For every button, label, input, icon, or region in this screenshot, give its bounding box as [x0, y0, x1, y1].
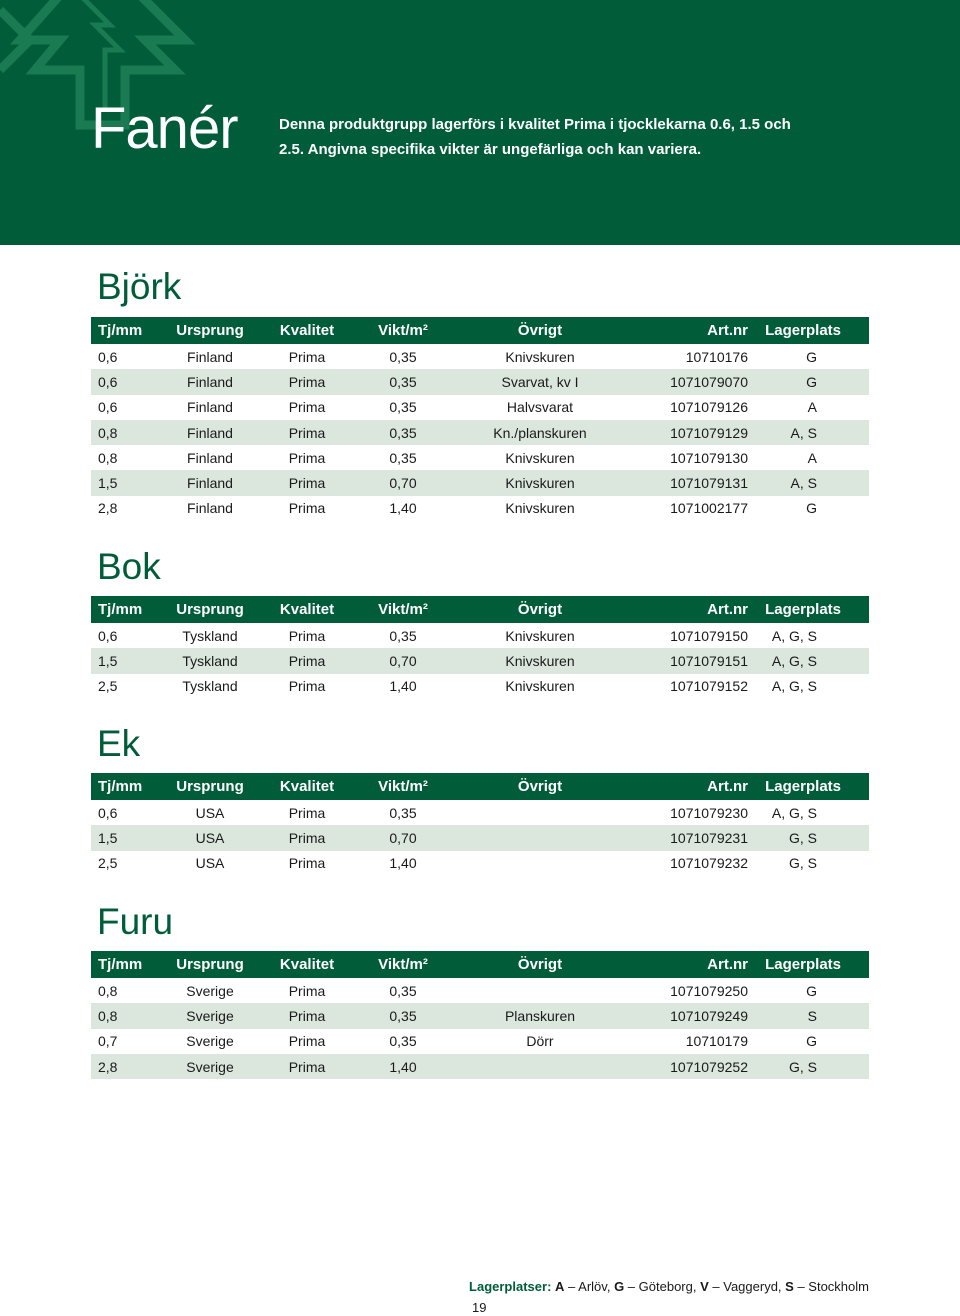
table-row: [91, 851, 869, 876]
table-cell: 0,35: [389, 348, 417, 365]
table-cell: Prima: [255, 1054, 359, 1079]
table-row: [91, 825, 869, 850]
table-cell: 0,8: [91, 420, 165, 445]
table-cell: 1,5: [91, 470, 165, 495]
table-cell: Prima: [288, 855, 326, 872]
table-cell: 1071079126: [670, 399, 748, 416]
header-banner: [0, 0, 960, 245]
table-cell: Knivskuren: [505, 500, 575, 517]
table-cell: 0,6: [91, 369, 165, 394]
legend-place: Vaggeryd: [723, 1279, 778, 1294]
table-cell: 2,8: [91, 1054, 165, 1079]
table-cell: G: [806, 348, 817, 365]
table-cell: G: [806, 500, 817, 517]
page-title: Fanér: [91, 96, 238, 161]
table-cell: 1,5: [91, 648, 165, 673]
table-cell: 1,40: [389, 500, 417, 517]
table-cell: 0,35: [389, 399, 417, 416]
storage-legend: Lagerplatser: A – Arlöv, G – Göteborg, V – Vaggeryd, S – Stockholm: [469, 1279, 869, 1294]
table-cell: Prima: [288, 1033, 326, 1050]
column-header: Övrigt: [447, 596, 633, 623]
table-cell: Knivskuren: [505, 348, 575, 365]
section-heading-ek: Ek: [97, 723, 141, 764]
table-cell: 0,35: [359, 420, 447, 445]
table-cell: Knivskuren: [505, 627, 575, 644]
table-cell: 0,35: [389, 627, 417, 644]
table-cell: 0,35: [389, 804, 417, 821]
table-cell: 0,8: [98, 449, 118, 466]
table-cell: 1071079131: [633, 470, 762, 495]
section-heading-bjork: Björk: [97, 266, 182, 307]
table-cell: Dörr: [526, 1033, 554, 1050]
table-cell: 0,6: [98, 627, 118, 644]
table-cell: 1,40: [359, 1054, 447, 1079]
column-header: Övrigt: [447, 317, 633, 344]
table-cell: Sverige: [165, 1003, 255, 1028]
column-header: Tj/mm: [91, 317, 165, 344]
table-cell: G: [762, 369, 869, 394]
table-header-row: [91, 317, 869, 344]
table-cell: Finland: [165, 420, 255, 445]
table-cell: 0,6: [98, 348, 118, 365]
legend-code: S: [785, 1279, 794, 1294]
table-cell: 0,35: [389, 982, 417, 999]
table-cell: Sverige: [186, 1033, 234, 1050]
table-cell: A: [807, 449, 817, 466]
table-cell: 0,8: [98, 982, 118, 999]
table-cell: 1071079152: [670, 678, 748, 695]
table-bok: [91, 596, 869, 699]
column-header: Art.nr: [633, 773, 762, 800]
table-row: [91, 648, 869, 673]
table-cell: 1071079230: [670, 804, 748, 821]
table-cell: Prima: [255, 648, 359, 673]
table-cell: A, G, S: [771, 678, 817, 695]
table-cell: 0,8: [91, 1003, 165, 1028]
column-header: Lagerplats: [762, 951, 869, 978]
table-cell: Sverige: [186, 982, 234, 999]
table-cell: 1071079232: [670, 855, 748, 872]
table-cell: Svarvat, kv I: [447, 369, 633, 394]
table-cell: 0,7: [98, 1033, 118, 1050]
table-cell: Prima: [288, 449, 326, 466]
column-header: Vikt/m²: [359, 317, 447, 344]
column-header: Art.nr: [633, 951, 762, 978]
column-header: Vikt/m²: [359, 773, 447, 800]
column-header: Tj/mm: [91, 951, 165, 978]
table-cell: Finland: [187, 449, 233, 466]
column-header: Vikt/m²: [359, 951, 447, 978]
table-cell: Finland: [165, 369, 255, 394]
table-cell: USA: [195, 855, 225, 872]
table-cell: Kn./planskuren: [447, 420, 633, 445]
table-cell: Prima: [288, 500, 326, 517]
table-row: [91, 800, 869, 825]
table-header-row: [91, 773, 869, 800]
legend-place: Stockholm: [808, 1279, 869, 1294]
table-cell: Tyskland: [182, 627, 238, 644]
table-cell: Prima: [288, 399, 326, 416]
table-cell: Prima: [288, 348, 326, 365]
table-row: [91, 978, 869, 1003]
table-cell: 2,5: [98, 678, 118, 695]
table-row: [91, 1029, 869, 1054]
table-cell: 10710179: [685, 1033, 748, 1050]
column-header: Tj/mm: [91, 773, 165, 800]
table-cell: Knivskuren: [505, 678, 575, 695]
table-cell: Prima: [255, 420, 359, 445]
table-cell: Planskuren: [447, 1003, 633, 1028]
table-header-row: [91, 596, 869, 623]
column-header: Övrigt: [447, 773, 633, 800]
table-row: [91, 1003, 869, 1028]
table-cell: 1071079129: [633, 420, 762, 445]
table-cell: 1071079252: [633, 1054, 762, 1079]
table-cell: 0,70: [359, 470, 447, 495]
table-cell: G: [806, 982, 817, 999]
table-cell: Halvsvarat: [506, 399, 574, 416]
legend-code: V: [700, 1279, 709, 1294]
table-cell: 0,35: [389, 449, 417, 466]
table-cell: A, S: [762, 420, 869, 445]
table-cell: Finland: [187, 399, 233, 416]
table-cell: A, G, S: [771, 627, 817, 644]
table-cell: G, S: [762, 825, 869, 850]
page-number: 19: [472, 1300, 487, 1315]
column-header: Kvalitet: [255, 317, 359, 344]
table-row: [91, 344, 869, 369]
table-furu: [91, 951, 869, 1079]
table-cell: 2,8: [98, 500, 118, 517]
table-cell: Prima: [288, 627, 326, 644]
legend-place: Arlöv: [578, 1279, 607, 1294]
column-header: Övrigt: [447, 951, 633, 978]
column-header: Art.nr: [633, 317, 762, 344]
table-cell: Finland: [187, 348, 233, 365]
table-cell: 0,35: [389, 1033, 417, 1050]
table-cell: Knivskuren: [505, 449, 575, 466]
table-row: [91, 369, 869, 394]
column-header: Kvalitet: [255, 773, 359, 800]
table-cell: 1071079150: [670, 627, 748, 644]
table-bjork: [91, 317, 869, 521]
table-row: [91, 395, 869, 420]
column-header: Kvalitet: [255, 951, 359, 978]
column-header: Ursprung: [165, 596, 255, 623]
column-header: Ursprung: [165, 317, 255, 344]
table-row: [91, 674, 869, 699]
table-cell: 1071079130: [670, 449, 748, 466]
column-header: Lagerplats: [762, 317, 869, 344]
table-cell: 0,35: [359, 369, 447, 394]
table-cell: 0,35: [359, 1003, 447, 1028]
table-cell: 1071079249: [633, 1003, 762, 1028]
table-cell: 1,5: [91, 825, 165, 850]
table-row: [91, 1054, 869, 1079]
table-cell: Prima: [255, 825, 359, 850]
table-row: [91, 496, 869, 521]
table-cell: USA: [195, 804, 225, 821]
table-row: [91, 470, 869, 495]
table-cell: Finland: [165, 470, 255, 495]
table-cell: 0,6: [98, 804, 118, 821]
table-row: [91, 623, 869, 648]
table-cell: 10710176: [685, 348, 748, 365]
table-cell: G, S: [788, 855, 817, 872]
column-header: Vikt/m²: [359, 596, 447, 623]
legend-label: Lagerplatser:: [469, 1279, 552, 1294]
table-cell: Prima: [288, 678, 326, 695]
table-cell: 1,40: [389, 855, 417, 872]
table-cell: 0,70: [359, 648, 447, 673]
table-cell: 0,6: [98, 399, 118, 416]
table-row: [91, 420, 869, 445]
table-cell: Knivskuren: [447, 470, 633, 495]
intro-text: Denna produktgrupp lagerförs i kvalitet Prima i tjocklekarna 0.6, 1.5 och 2.5. Angivna specifika vikter är ungefärliga och kan variera.: [279, 116, 791, 158]
table-cell: Knivskuren: [447, 648, 633, 673]
table-cell: 1071079151: [633, 648, 762, 673]
table-cell: 1071079231: [633, 825, 762, 850]
table-cell: Tyskland: [182, 678, 238, 695]
table-cell: 2,5: [98, 855, 118, 872]
table-cell: Prima: [288, 804, 326, 821]
table-cell: A, S: [762, 470, 869, 495]
table-header-row: [91, 951, 869, 978]
table-cell: G: [806, 1033, 817, 1050]
column-header: Lagerplats: [762, 773, 869, 800]
column-header: Kvalitet: [255, 596, 359, 623]
legend-code: A: [555, 1279, 565, 1294]
table-cell: [447, 851, 633, 876]
table-cell: Prima: [288, 982, 326, 999]
column-header: Tj/mm: [91, 596, 165, 623]
column-header: Art.nr: [633, 596, 762, 623]
table-ek: [91, 773, 869, 876]
table-cell: 1071002177: [670, 500, 748, 517]
table-cell: 1071079070: [633, 369, 762, 394]
table-cell: [447, 800, 633, 825]
table-cell: Tyskland: [165, 648, 255, 673]
table-cell: 1,40: [389, 678, 417, 695]
table-cell: S: [762, 1003, 869, 1028]
table-cell: USA: [165, 825, 255, 850]
column-header: Ursprung: [165, 951, 255, 978]
column-header: Ursprung: [165, 773, 255, 800]
table-cell: 0,70: [359, 825, 447, 850]
legend-place: Göteborg: [638, 1279, 693, 1294]
table-cell: Sverige: [165, 1054, 255, 1079]
table-cell: A: [807, 399, 817, 416]
table-cell: A, G, S: [771, 804, 817, 821]
table-cell: Prima: [255, 369, 359, 394]
table-cell: Finland: [187, 500, 233, 517]
table-cell: A, G, S: [762, 648, 869, 673]
column-header: Lagerplats: [762, 596, 869, 623]
table-cell: [447, 978, 633, 1003]
legend-code: G: [614, 1279, 625, 1294]
table-cell: Prima: [255, 1003, 359, 1028]
table-cell: G, S: [762, 1054, 869, 1079]
section-heading-bok: Bok: [97, 546, 161, 587]
table-cell: [447, 825, 633, 850]
table-cell: 1071079250: [670, 982, 748, 999]
table-row: [91, 445, 869, 470]
table-cell: [447, 1054, 633, 1079]
table-cell: Prima: [255, 470, 359, 495]
section-heading-furu: Furu: [97, 901, 174, 942]
